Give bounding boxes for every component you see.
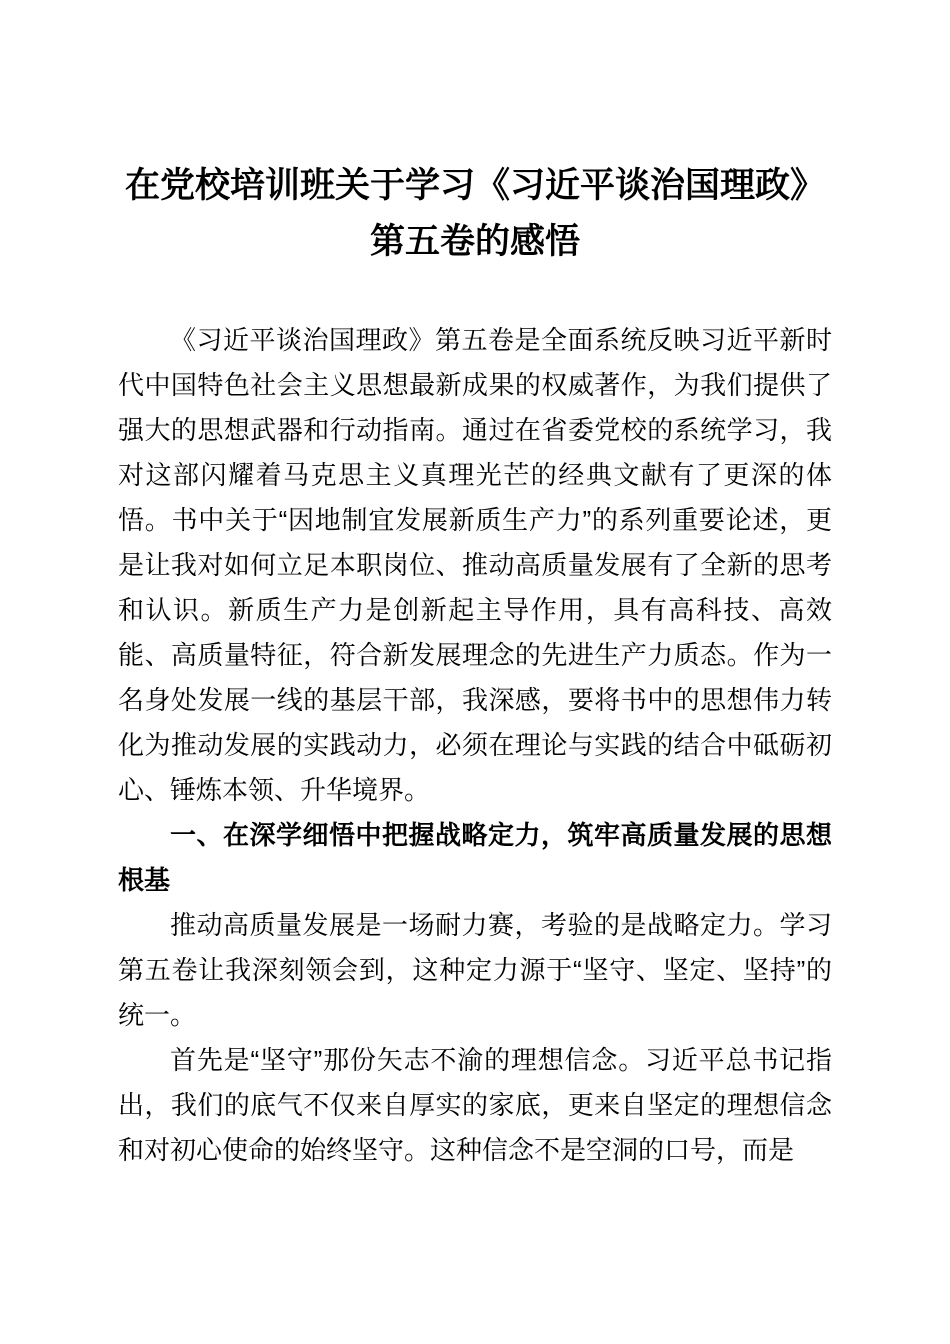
document-body xyxy=(118,318,832,1173)
document-title: 在党校培训班关于学习《习近平谈治国理政》第五卷的感悟 xyxy=(124,166,825,261)
paragraph-strategic-focus: 推动高质量发展是一场耐力赛，考验的是战略定力。学习第五卷让我深刻领会到，这种定力源于“坚守、坚定、坚持”的统一。 xyxy=(118,910,832,1030)
section-heading-1: 一、在深学细悟中把握战略定力，筑牢高质量发展的思想根基 xyxy=(118,820,832,895)
paragraph-ideals-truncated: 首先是“坚守”那份矢志不渝的理想信念。习近平总书记指出，我们的底气不仅来自厚实的家底，更来自坚定的理想信念和对初心使命的始终坚守。这种信念不是空洞的口号，而是 xyxy=(118,1045,832,1165)
paragraph-intro: 《习近平谈治国理政》第五卷是全面系统反映习近平新时代中国特色社会主义思想最新成果的权威著作，为我们提供了强大的思想武器和行动指南。通过在省委党校的系统学习，我对这部闪耀着马克思主义真理光芒的经典文献有了更深的体悟。书中关于“因地制宜发展新质生产力”的系列重要论述，更是让我对如何立足本职岗位、推动高质量发展有了全新的思考和认识。新质生产力是创新起主导作用，具有高科技、高效能、高质量特征，符合新发展理念的先进生产力质态。作为一名身处发展一线的基层干部，我深感，要将书中的思想伟力转化为推动发展的实践动力，必须在理论与实践的结合中砥砺初心、锤炼本领、升华境界。 xyxy=(118,325,832,805)
